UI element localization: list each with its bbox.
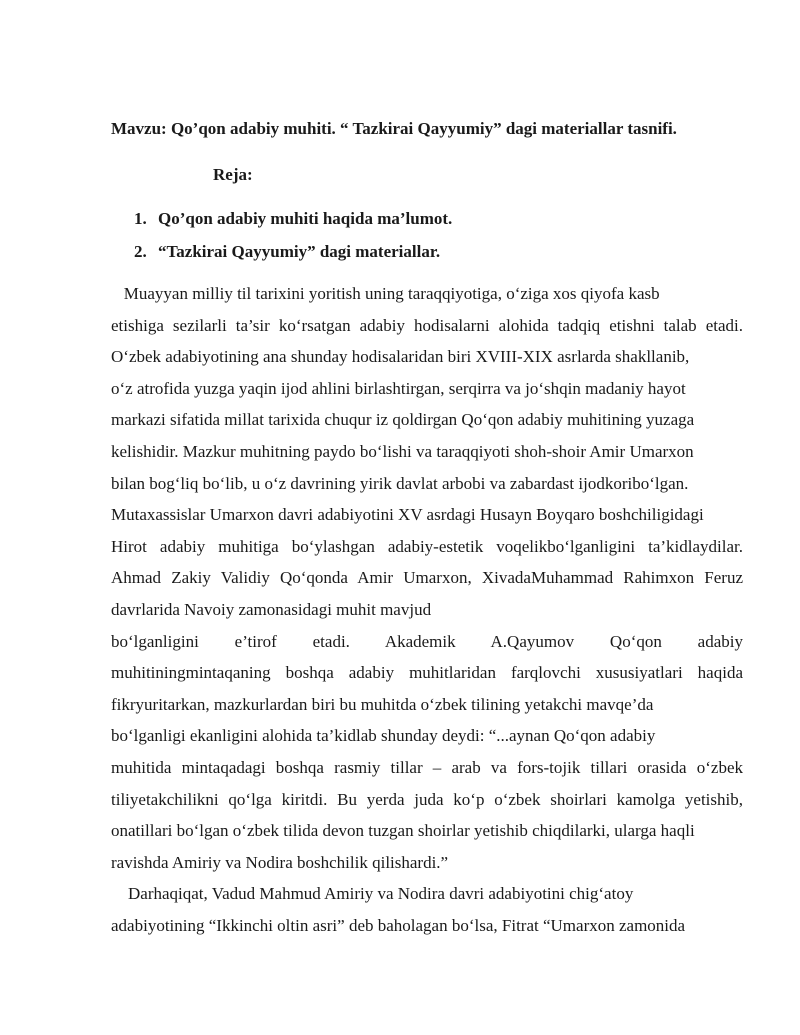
text-line: bo‘lganligi ekanligini alohida ta’kidlab shunday deydi: “...aynan Qo‘qon adabiy (111, 726, 656, 746)
text-line: davrlarida Navoiy zamonasidagi muhit mavjud (111, 599, 432, 619)
text-line: adabiyotining “Ikkinchi oltin asri” deb baholagan bo‘lsa, Fitrat “Umarxon zamonida (111, 915, 686, 935)
text-line: Hirot adabiy muhitiga bo‘ylashgan adabiy-estetik voqelikbo‘lganligini ta’kidlaydilar. (111, 536, 743, 556)
plan-item-number: 1. (134, 209, 147, 228)
text-line: ravishda Amiriy va Nodira boshchilik qilishardi.” (111, 852, 449, 872)
plan-item-text: “Tazkirai Qayyumiy” dagi materiallar. (158, 242, 441, 261)
text-line: muhitiningmintaqaning boshqa adabiy muhitlaridan farqlovchi xususiyatlari haqida (111, 663, 743, 683)
text-line: o‘z atrofida yuzga yaqin ijod ahlini birlashtirgan, serqirra va jo‘shqin madaniy hayot (111, 378, 686, 398)
text-line: etishiga sezilarli ta’sir ko‘rsatgan adabiy hodisalarni alohida tadqiq etishni talab etadi. (111, 315, 743, 335)
plan-heading: Reja: (213, 165, 253, 184)
document-title: Mavzu: Qo’qon adabiy muhiti. “ Tazkirai Qayyumiy” dagi materiallar tasnifi. (111, 119, 677, 138)
body-paragraphs (111, 284, 743, 947)
text-line: O‘zbek adabiyotining ana shunday hodisalaridan biri XVIII-XIX asrlarda shakllanib, (111, 347, 690, 367)
plan-item-text: Qo’qon adabiy muhiti haqida ma’lumot. (158, 209, 453, 228)
text-line: Ahmad Zakiy Validiy Qo‘qonda Amir Umarxon, XivadaMuhammad Rahimxon Feruz (111, 568, 743, 588)
text-line: bo‘lganligini e’tirof etadi. Akademik A.Qayumov Qo‘qon adabiy (111, 631, 743, 651)
plan-item-number: 2. (134, 242, 147, 261)
text-line: Muayyan milliy til tarixini yoritish uning taraqqiyotiga, o‘ziga xos qiyofa kasb (111, 284, 660, 303)
text-line: kelishidir. Mazkur muhitning paydo bo‘lishi va taraqqiyoti shoh-shoir Amir Umarxon (111, 441, 694, 461)
plan-list (134, 209, 452, 275)
text-line: fikryuritarkan, mazkurlardan biri bu muhitda o‘zbek tilining yetakchi mavqe’da (111, 694, 654, 714)
text-line: Mutaxassislar Umarxon davri adabiyotini XV asrdagi Husayn Boyqaro boshchiligidagi (111, 505, 704, 525)
text-line: Darhaqiqat, Vadud Mahmud Amiriy va Nodira davri adabiyotini chig‘atoy (111, 884, 634, 904)
plan-item (134, 209, 452, 242)
text-line: markazi sifatida millat tarixida chuqur iz qoldirgan Qo‘qon adabiy muhitining yuzaga (111, 410, 695, 430)
text-line: muhitida mintaqadagi boshqa rasmiy tillar – arab va fors-tojik tillari orasida o‘zbek (111, 757, 743, 777)
plan-item (134, 242, 452, 275)
text-line: onatillari bo‘lgan o‘zbek tilida devon tuzgan shoirlar yetishib chiqdilarki, ularga haqli (111, 821, 695, 841)
text-line: tiliyetakchilikni qo‘lga kiritdi. Bu yerda juda ko‘p o‘zbek shoirlari kamolga yetishib, (111, 789, 743, 809)
text-line: bilan bog‘liq bo‘lib, u o‘z davrining yirik davlat arbobi va zabardast ijodkoribo‘lgan. (111, 473, 689, 493)
